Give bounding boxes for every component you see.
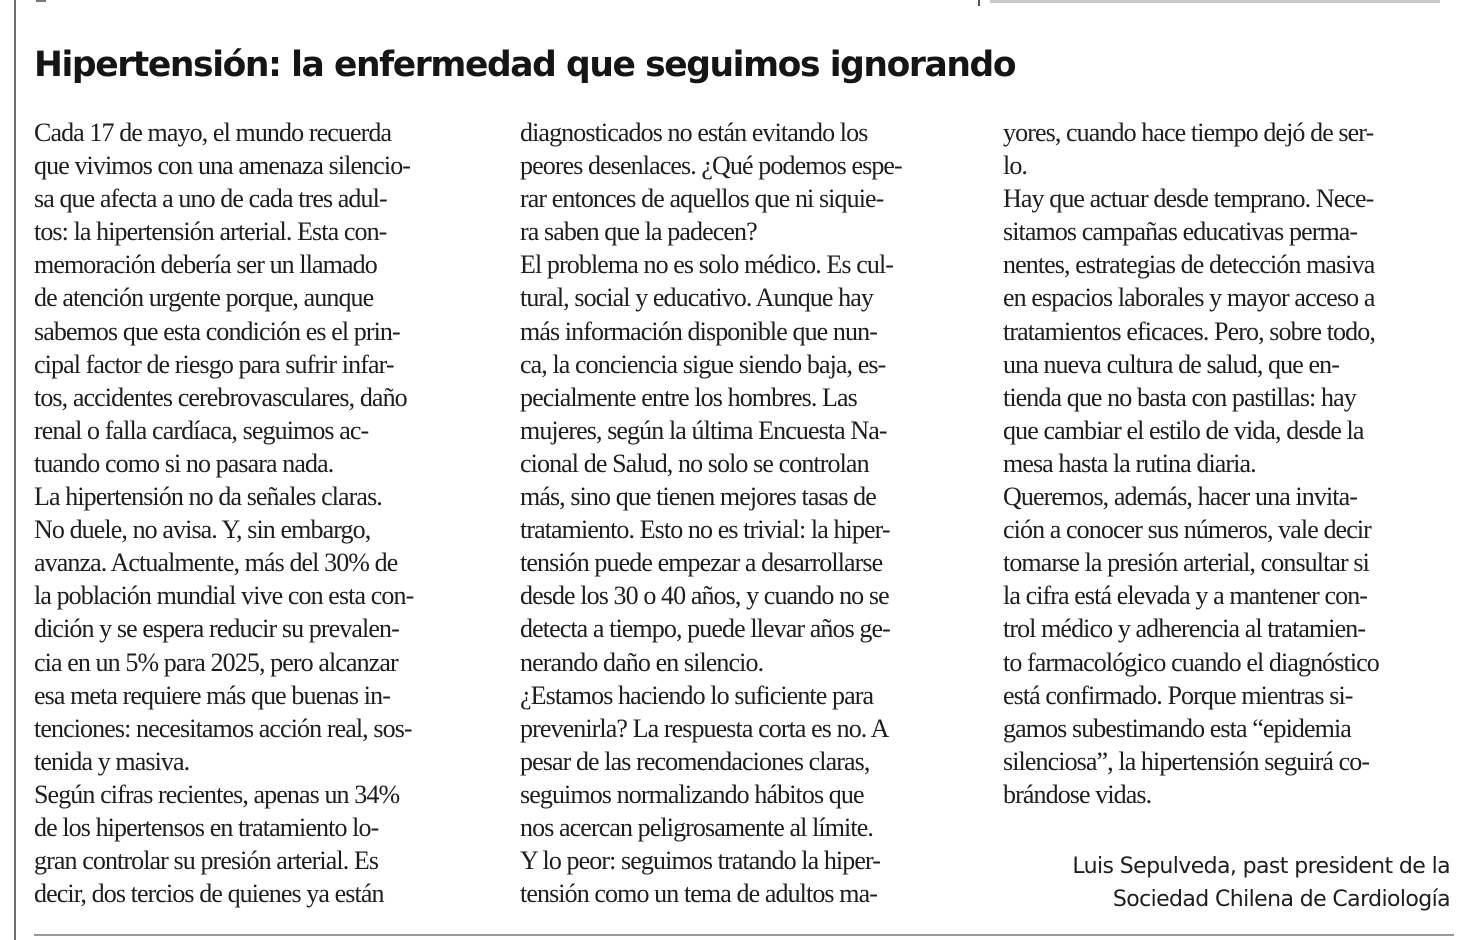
text-line: de los hipertensos en tratamiento lo-: [34, 812, 379, 842]
text-line: la cifra está elevada y a mantener con-: [1003, 581, 1368, 611]
text-line: pesar de las recomendaciones claras,: [520, 746, 870, 776]
text-line: tratamiento. Esto no es trivial: la hiper-: [520, 515, 890, 545]
text-line: de atención urgente porque, aunque: [34, 283, 374, 313]
text-line: esa meta requiere más que buenas in-: [34, 680, 390, 710]
text-line: cia en un 5% para 2025, pero alcanzar: [34, 647, 398, 677]
text-line: cional de Salud, no solo se controlan: [520, 448, 869, 478]
text-line: Hay que actuar desde temprano. Nece-: [1003, 184, 1374, 214]
text-line: en espacios laborales y mayor acceso a: [1003, 283, 1375, 313]
text-line: rar entonces de aquellos que ni siquie-: [520, 184, 884, 214]
text-line: detecta a tiempo, puede llevar años ge-: [520, 614, 890, 644]
text-line: El problema no es solo médico. Es cul-: [520, 250, 894, 280]
text-line: Y lo peor: seguimos tratando la hiper-: [520, 846, 880, 876]
text-line: tural, social y educativo. Aunque hay: [520, 283, 873, 313]
left-border-rule: [14, 0, 16, 940]
text-line: tienda que no basta con pastillas: hay: [1003, 382, 1356, 412]
text-line: tomarse la presión arterial, consultar si: [1003, 548, 1369, 578]
text-line: tenciones: necesitamos acción real, sos-: [34, 713, 412, 743]
text-line: avanza. Actualmente, más del 30% de: [34, 548, 398, 578]
top-tick-rule: [978, 0, 980, 6]
text-line: cipal factor de riesgo para sufrir infar-: [34, 349, 394, 379]
text-line: tenida y masiva.: [34, 746, 190, 776]
text-line: lo.: [1003, 151, 1028, 181]
article-headline: Hipertensión: la enfermedad que seguimos ignorando: [34, 45, 1016, 85]
text-line: ción a conocer sus números, vale decir: [1003, 515, 1371, 545]
article-column-2: [520, 116, 972, 910]
text-line: memoración debería ser un llamado: [34, 250, 377, 280]
byline-affiliation: Sociedad Chilena de Cardiología: [1112, 887, 1450, 912]
text-line: tensión puede empezar a desarrollarse: [520, 548, 883, 578]
text-line: más información disponible que nun-: [520, 316, 877, 346]
article-column-1: [34, 116, 486, 910]
text-line: mujeres, según la última Encuesta Na-: [520, 415, 887, 445]
text-line: Cada 17 de mayo, el mundo recuerda: [34, 118, 392, 147]
text-line: silenciosa”, la hipertensión seguirá co-: [1003, 746, 1370, 776]
text-line: ra saben que la padecen?: [520, 217, 757, 247]
text-line: renal o falla cardíaca, seguimos ac-: [34, 415, 369, 445]
text-line: está confirmado. Porque mientras si-: [1003, 680, 1353, 710]
text-line: tuando como si no pasara nada.: [34, 448, 334, 478]
text-line: seguimos normalizando hábitos que: [520, 779, 864, 809]
text-line: No duele, no avisa. Y, sin embargo,: [34, 515, 371, 545]
article-column-3: [1003, 116, 1453, 811]
text-line: nerando daño en silencio.: [520, 647, 764, 677]
text-line: tos: la hipertensión arterial. Esta con-: [34, 217, 387, 247]
text-line: pecialmente entre los hombres. Las: [520, 382, 857, 412]
text-line: que vivimos con una amenaza silencio-: [34, 151, 411, 181]
text-line: dición y se espera reducir su prevalen-: [34, 614, 399, 644]
text-line: sabemos que esta condición es el prin-: [34, 316, 400, 346]
text-line: desde los 30 o 40 años, y cuando no se: [520, 581, 889, 611]
text-line: mesa hasta la rutina diaria.: [1003, 448, 1256, 478]
text-line: gamos subestimando esta “epidemia: [1003, 713, 1351, 743]
top-left-stub-rule: [36, 0, 46, 2]
text-line: tensión como un tema de adultos ma-: [520, 879, 877, 909]
text-line: una nueva cultura de salud, que en-: [1003, 349, 1339, 379]
text-line: Queremos, además, hacer una invita-: [1003, 482, 1358, 512]
top-right-rule: [990, 0, 1440, 3]
text-line: sitamos campañas educativas perma-: [1003, 217, 1358, 247]
text-line: decir, dos tercios de quienes ya están: [34, 879, 384, 909]
text-line: la población mundial vive con esta con-: [34, 581, 414, 611]
text-line: to farmacológico cuando el diagnóstico: [1003, 647, 1379, 677]
text-line: Según cifras recientes, apenas un 34%: [34, 779, 400, 809]
text-line: gran controlar su presión arterial. Es: [34, 846, 379, 876]
bottom-border-rule: [34, 934, 1454, 936]
text-line: nentes, estrategias de detección masiva: [1003, 250, 1375, 280]
text-line: La hipertensión no da señales claras.: [34, 482, 382, 512]
text-line: tratamientos eficaces. Pero, sobre todo,: [1003, 316, 1375, 346]
text-line: nos acercan peligrosamente al límite.: [520, 812, 873, 842]
text-line: que cambiar el estilo de vida, desde la: [1003, 415, 1364, 445]
text-line: prevenirla? La respuesta corta es no. A: [520, 713, 889, 743]
byline-author: Luis Sepulveda, past president de la: [1072, 854, 1450, 879]
text-line: diagnosticados no están evitando los: [520, 118, 868, 147]
text-line: brándose vidas.: [1003, 779, 1152, 809]
text-line: trol médico y adherencia al tratamien-: [1003, 614, 1366, 644]
text-line: más, sino que tienen mejores tasas de: [520, 482, 876, 512]
text-line: sa que afecta a uno de cada tres adul-: [34, 184, 387, 214]
text-line: tos, accidentes cerebrovasculares, daño: [34, 382, 407, 412]
text-line: ca, la conciencia sigue siendo baja, es-: [520, 349, 886, 379]
text-line: peores desenlaces. ¿Qué podemos espe-: [520, 151, 902, 181]
text-line: ¿Estamos haciendo lo suficiente para: [520, 680, 874, 710]
text-line: yores, cuando hace tiempo dejó de ser-: [1003, 118, 1374, 147]
author-byline: [1072, 850, 1450, 916]
